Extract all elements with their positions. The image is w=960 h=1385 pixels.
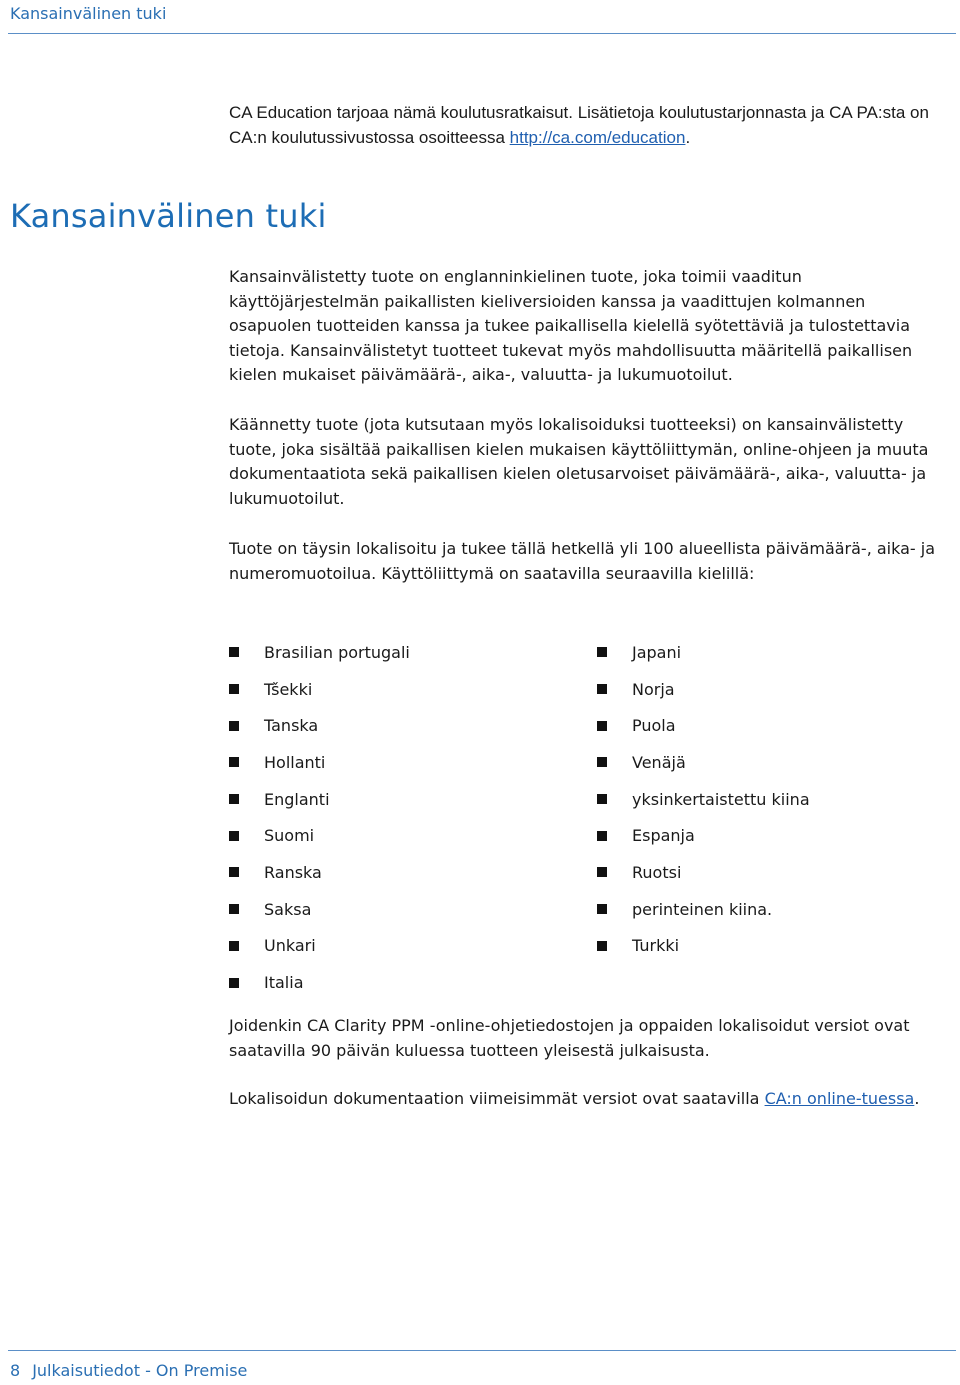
- list-item: Saksa: [229, 891, 410, 928]
- square-bullet-icon: [597, 647, 607, 657]
- square-bullet-icon: [229, 904, 239, 914]
- intro-paragraph: [229, 101, 949, 150]
- language-list-left: [229, 634, 410, 1001]
- footer-title: Julkaisutiedot - On Premise: [32, 1361, 248, 1380]
- list-item: Ranska: [229, 854, 410, 891]
- intro-period: .: [685, 127, 691, 147]
- square-bullet-icon: [597, 684, 607, 694]
- list-item: Unkari: [229, 928, 410, 965]
- paragraph-translated: Käännetty tuote (jota kutsutaan myös lokalisoiduksi tuotteeksi) on kansainvälistetty tuote, joka sisältää paikallisen kielen mukaisen käyttöliittymän, online-ohjeen ja muuta dokumentaatiota sekä paikallisen kielen oletusarvoiset päivämäärä-, aika-, valuutta- ja lukumuotoilut.: [229, 415, 929, 508]
- square-bullet-icon: [597, 831, 607, 841]
- square-bullet-icon: [229, 794, 239, 804]
- list-item: Venäjä: [597, 744, 810, 781]
- square-bullet-icon: [597, 904, 607, 914]
- square-bullet-icon: [229, 978, 239, 988]
- paragraph-internationalized: Kansainvälistetty tuote on englanninkielinen tuote, joka toimii vaaditun käyttöjärjestelmän paikallisten kieliversioiden kanssa ja vaadittujen kolmannen osapuolen tuotteiden kanssa ja tukee paikallisella kielellä syötettäviä ja tulostettavia tietoja. Kansainvälistetyt tuotteet tukevat myös mahdollisuutta määritellä paikallisen kielen mukaiset päivämäärä-, aika-, valuutta- ja lukumuotoilut.: [229, 267, 913, 385]
- square-bullet-icon: [229, 721, 239, 731]
- list-item: Tanska: [229, 707, 410, 744]
- intro-text: CA Education tarjoaa nämä koulutusratkaisut. Lisätietoja koulutustarjonnasta ja CA PA:sta on CA:n koulutussivustossa osoitteessa: [229, 103, 929, 147]
- page-footer: [10, 1361, 247, 1380]
- list-item: yksinkertaistettu kiina: [597, 781, 810, 818]
- square-bullet-icon: [229, 941, 239, 951]
- square-bullet-icon: [229, 757, 239, 767]
- list-item: Espanja: [597, 817, 810, 854]
- square-bullet-icon: [229, 684, 239, 694]
- square-bullet-icon: [229, 647, 239, 657]
- square-bullet-icon: [229, 867, 239, 877]
- list-item: Brasilian portugali: [229, 634, 410, 671]
- paragraph-localized: Tuote on täysin lokalisoitu ja tukee tällä hetkellä yli 100 alueellista päivämäärä-, aika- ja numeromuotoilua. Käyttöliittymä on saatavilla seuraavilla kielillä:: [229, 539, 936, 583]
- list-item: Japani: [597, 634, 810, 671]
- header-rule: [8, 33, 956, 34]
- square-bullet-icon: [597, 794, 607, 804]
- list-item: Suomi: [229, 817, 410, 854]
- paragraph-latest-docs: [229, 1087, 949, 1112]
- square-bullet-icon: [597, 757, 607, 767]
- footer-rule: [8, 1350, 956, 1351]
- list-item: Hollanti: [229, 744, 410, 781]
- list-item: Tšekki: [229, 671, 410, 708]
- list-item: Italia: [229, 964, 410, 1001]
- paragraph-localized-docs: Joidenkin CA Clarity PPM -online-ohjetiedostojen ja oppaiden lokalisoidut versiot ovat saatavilla 90 päivän kuluessa tuotteen yleisestä julkaisusta.: [229, 1016, 910, 1060]
- list-item: Turkki: [597, 928, 810, 965]
- square-bullet-icon: [597, 721, 607, 731]
- list-item: Puola: [597, 707, 810, 744]
- list-item: perinteinen kiina.: [597, 891, 810, 928]
- online-support-link[interactable]: CA:n online-tuessa: [764, 1089, 915, 1108]
- page-number: 8: [10, 1361, 21, 1380]
- language-list-right: [597, 634, 810, 964]
- square-bullet-icon: [597, 867, 607, 877]
- education-link[interactable]: http://ca.com/education: [509, 127, 686, 147]
- latest-docs-period: .: [914, 1089, 920, 1108]
- running-header: Kansainvälinen tuki: [10, 4, 167, 23]
- list-item: Englanti: [229, 781, 410, 818]
- square-bullet-icon: [597, 941, 607, 951]
- section-title: Kansainvälinen tuki: [10, 197, 327, 235]
- list-item: Ruotsi: [597, 854, 810, 891]
- list-item: Norja: [597, 671, 810, 708]
- square-bullet-icon: [229, 831, 239, 841]
- latest-docs-text: Lokalisoidun dokumentaation viimeisimmät versiot ovat saatavilla: [229, 1089, 765, 1108]
